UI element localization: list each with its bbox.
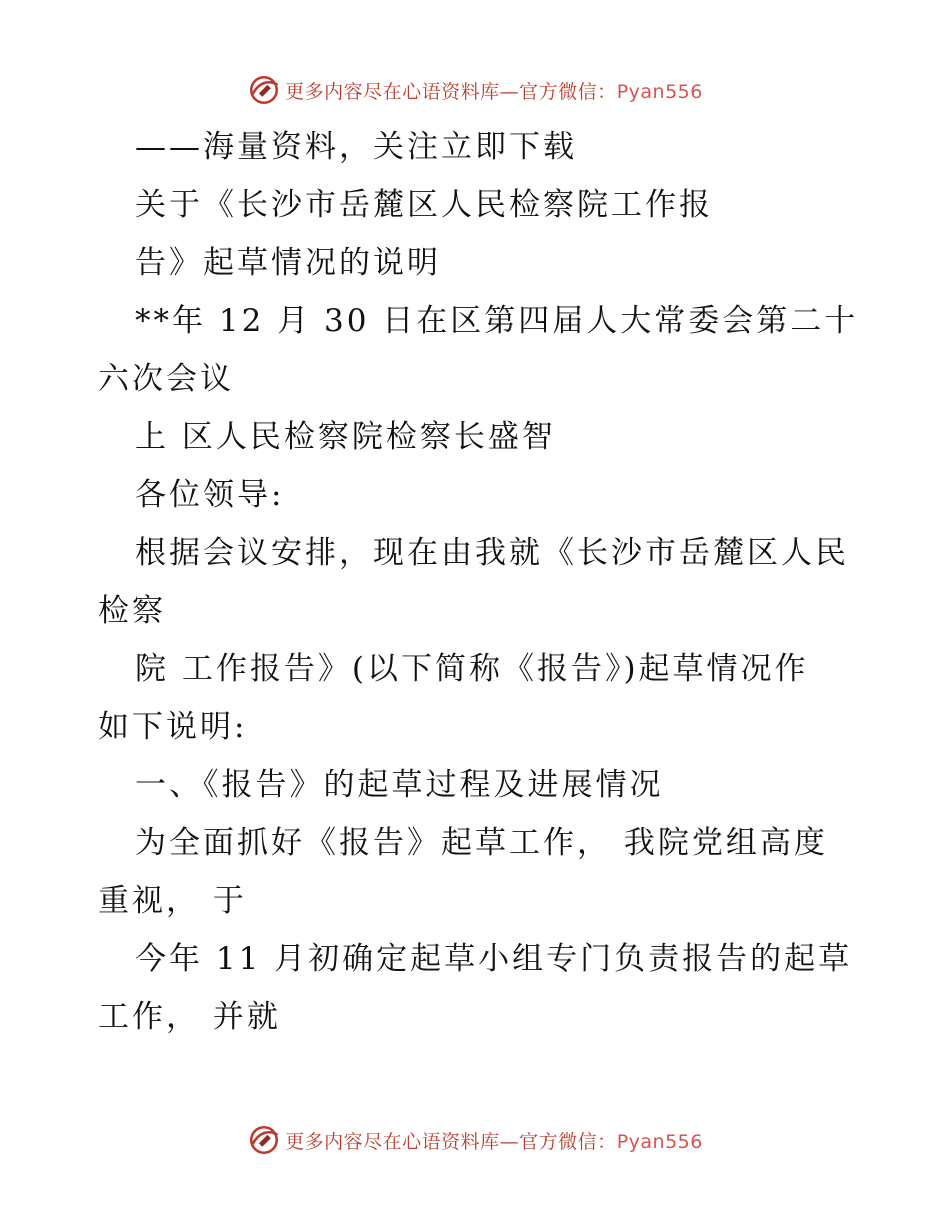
brand-logo-icon (247, 73, 281, 107)
text-line: 工作， 并就 (98, 999, 281, 1035)
banner-separator: — (499, 80, 520, 103)
banner-wechat-handle: Pyan556 (616, 80, 703, 103)
banner-wechat-label: 官方微信： (519, 1130, 617, 1153)
footer-banner (0, 1120, 950, 1160)
banner-title: 更多内容尽在心语资料库 (285, 80, 500, 103)
banner-separator: — (499, 1130, 520, 1153)
text-line: **年 12 月 30 日在区第四届人大常委会第二十 (135, 303, 858, 339)
text-line: 今年 11 月初确定起草小组专门负责报告的起草 (135, 941, 853, 977)
text-line: 告》起草情况的说明 (135, 245, 441, 281)
banner-wechat-label: 官方微信： (519, 80, 617, 103)
text-line: 重视， 于 (98, 883, 247, 919)
text-line: 院 工作报告》(以下简称《报告》)起草情况作 (135, 651, 809, 687)
banner-title: 更多内容尽在心语资料库 (285, 1130, 500, 1153)
text-line: 根据会议安排，现在由我就《长沙市岳麓区人民 (135, 535, 849, 571)
text-line: 六次会议 (98, 361, 234, 397)
text-line: ——海量资料，关注立即下载 (135, 129, 577, 165)
text-line: 关于《长沙市岳麓区人民检察院工作报 (135, 187, 713, 223)
text-line: 如下说明: (98, 709, 248, 745)
banner-wechat-handle: Pyan556 (616, 1130, 703, 1153)
text-line: 各位领导: (135, 477, 285, 513)
brand-logo-icon (247, 1123, 281, 1157)
text-line: 一、《报告》的起草过程及进展情况 (135, 767, 664, 803)
document-body (98, 118, 858, 1046)
header-banner (0, 70, 950, 110)
text-line: 检察 (98, 593, 166, 629)
text-line: 上 区人民检察院检察长盛智 (135, 419, 556, 455)
text-line: 为全面抓好《报告》起草工作， 我院党组高度 (135, 825, 828, 861)
